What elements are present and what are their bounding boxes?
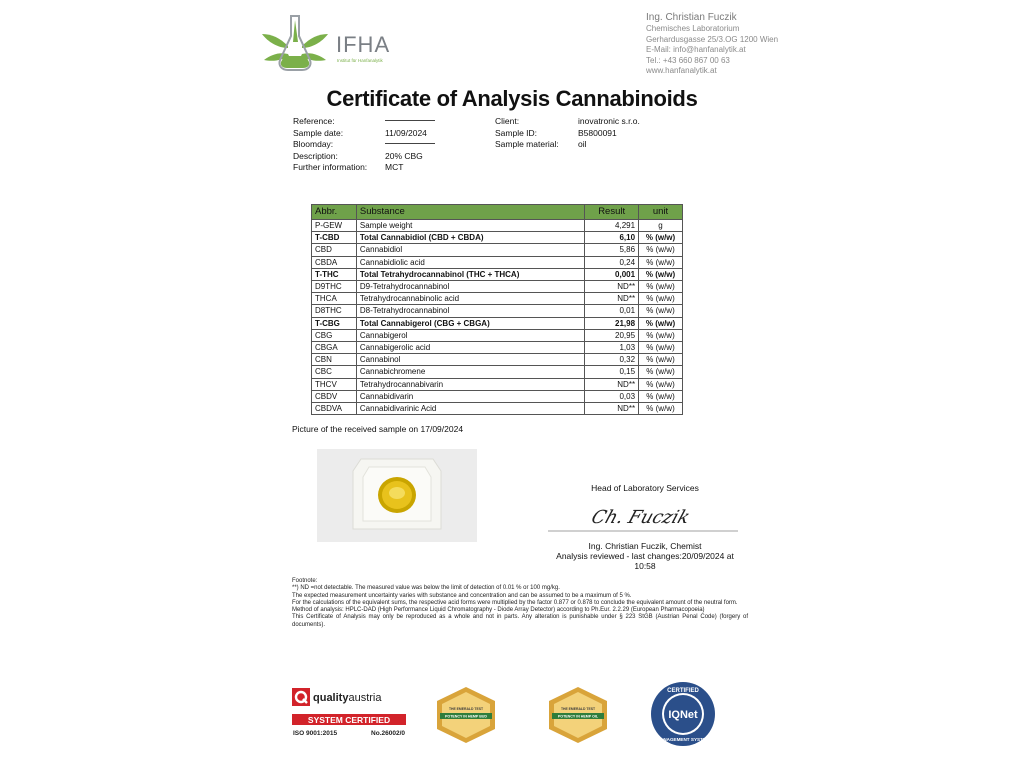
cell-unit: % (w/w) — [639, 232, 683, 244]
cell-result: 4,291 — [585, 220, 639, 232]
client-value: inovatronic s.r.o. — [578, 116, 640, 126]
info-label: Further information: — [293, 162, 368, 172]
cell-result: 0,24 — [585, 256, 639, 268]
cell-abbr: THCA — [312, 293, 357, 305]
cell-unit: % (w/w) — [639, 342, 683, 354]
logo-subtitle: Institut für Hanfanalytik — [337, 58, 383, 63]
cell-abbr: CBDA — [312, 256, 357, 268]
cell-unit: % (w/w) — [639, 366, 683, 378]
qa-brand-bold: quality — [313, 692, 349, 704]
sample-photo — [317, 449, 477, 542]
signature-role: Head of Laboratory Services — [591, 483, 699, 493]
cell-substance: Cannabidivarinic Acid — [356, 403, 584, 415]
cell-unit: % (w/w) — [639, 293, 683, 305]
cell-substance: D8-Tetrahydrocannabinol — [356, 305, 584, 317]
page-title: Certificate of Analysis Cannabinoids — [326, 86, 698, 111]
lab-address — [646, 12, 778, 77]
cell-result: ND** — [585, 293, 639, 305]
sample-date-value: 11/09/2024 — [385, 127, 427, 138]
table-row — [312, 281, 683, 293]
cell-abbr: P-GEW — [312, 220, 357, 232]
lab-line: www.hanfanalytik.at — [646, 66, 717, 75]
cell-unit: % (w/w) — [639, 268, 683, 280]
cell-result: 20,95 — [585, 329, 639, 341]
qa-number: No.26002/0 — [371, 730, 405, 737]
qa-brand-light: austria — [348, 692, 382, 704]
sample-cup-image — [317, 449, 477, 542]
lab-line: Tel.: +43 660 867 00 63 — [646, 55, 730, 65]
footnote-line: **) ND =not detectable. The measured value was below the limit of detection of 0.01 % or 100 mg/kg. — [292, 585, 560, 592]
cell-result: 6,10 — [585, 232, 639, 244]
cell-abbr: T-THC — [312, 268, 357, 280]
table-row — [312, 378, 683, 390]
cell-abbr: THCV — [312, 378, 357, 390]
cell-substance: Cannabidiol — [356, 244, 584, 256]
logo-wordmark: IFHA — [336, 32, 391, 57]
ifha-logo — [258, 12, 408, 74]
table-row — [312, 354, 683, 366]
cell-abbr: D9THC — [312, 281, 357, 293]
cell-unit: % (w/w) — [639, 403, 683, 415]
table-row — [312, 390, 683, 402]
cell-abbr: CBD — [312, 244, 357, 256]
cell-result: 0,01 — [585, 305, 639, 317]
cell-unit: % (w/w) — [639, 390, 683, 402]
cell-unit: % (w/w) — [639, 244, 683, 256]
table-row — [312, 244, 683, 256]
iqnet-badge — [650, 681, 716, 747]
blank-line — [385, 143, 435, 144]
cell-substance: Total Cannabidiol (CBD + CBDA) — [356, 232, 584, 244]
footnote — [292, 578, 748, 629]
cell-result: 0,32 — [585, 354, 639, 366]
lab-name: Ing. Christian Fuczik — [646, 12, 737, 23]
emerald-top-text: THE EMERALD TEST — [448, 707, 484, 711]
info-right-values — [578, 116, 640, 151]
info-label: Sample ID: — [495, 127, 538, 138]
emerald-hexagon-icon — [546, 686, 610, 744]
photo-caption: Picture of the received sample on 17/09/2024 — [292, 424, 464, 434]
table-row — [312, 342, 683, 354]
signature-reviewed: Analysis reviewed - last changes:20/09/2024 at — [556, 551, 734, 561]
footnote-line: For the calculations of the equivalent sums, the respective acid forms were multiplied by the factor 0.877 or 0.878 to conclude the equivalent amount of the neutral form. — [292, 599, 738, 606]
cell-substance: Total Cannabigerol (CBG + CBGA) — [356, 317, 584, 329]
cell-abbr: CBN — [312, 354, 357, 366]
signature-block — [540, 483, 750, 571]
cell-unit: g — [639, 220, 683, 232]
sample-id-value: B5800091 — [578, 127, 617, 138]
cannabis-flask-icon — [258, 12, 408, 74]
cell-result: ND** — [585, 378, 639, 390]
emerald-hexagon-icon — [434, 686, 498, 744]
iqnet-bottom-text: MANAGEMENT SYSTEM — [656, 737, 710, 742]
cell-unit: % (w/w) — [639, 281, 683, 293]
cell-substance: Tetrahydrocannabivarin — [356, 378, 584, 390]
info-label: Sample date: — [293, 127, 344, 138]
cell-result: 5,86 — [585, 244, 639, 256]
cell-abbr: CBDVA — [312, 403, 357, 415]
cell-substance: Cannabidivarin — [356, 390, 584, 402]
cell-result: 0,03 — [585, 390, 639, 402]
info-label: Bloomday: — [293, 139, 334, 149]
cell-unit: % (w/w) — [639, 256, 683, 268]
signature-time: 10:58 — [634, 561, 656, 571]
lab-line: Chemisches Laboratorium — [646, 24, 740, 33]
iqnet-name: IQNet — [668, 709, 698, 721]
bloomday-value — [385, 139, 435, 151]
cell-unit: % (w/w) — [639, 305, 683, 317]
emerald-mid-text: POTENCY IN HEMP BUD — [445, 714, 487, 719]
results-table — [311, 204, 683, 415]
info-left-labels — [293, 116, 367, 174]
cell-substance: Cannabinol — [356, 354, 584, 366]
col-header-result: Result — [585, 205, 639, 220]
reference-value — [385, 116, 435, 128]
footnote-line: The expected measurement uncertainty varies with substance and concentration and can be assumed to be a maximum of 5 %. — [292, 592, 632, 599]
footnote-heading: Footnote: — [292, 578, 318, 584]
cell-substance: Cannabichromene — [356, 366, 584, 378]
cell-substance: Tetrahydrocannabinolic acid — [356, 293, 584, 305]
info-right-labels — [495, 116, 559, 151]
cell-abbr: CBGA — [312, 342, 357, 354]
handwritten-signature — [540, 493, 750, 533]
table-row — [312, 220, 683, 232]
emerald-top-text: THE EMERALD TEST — [560, 707, 596, 711]
further-info-value: MCT — [385, 162, 404, 172]
table-header-row — [312, 205, 683, 220]
signature-handwriting: Ch. Fuczik — [588, 507, 693, 528]
lab-line: Gerhardusgasse 25/3.OG 1200 Wien — [646, 34, 779, 44]
cell-substance: Cannabigerolic acid — [356, 342, 584, 354]
table-row — [312, 268, 683, 280]
cell-result: 0,15 — [585, 366, 639, 378]
cell-substance: D9-Tetrahydrocannabinol — [356, 281, 584, 293]
quality-austria-badge — [292, 688, 410, 738]
quality-austria-logo — [292, 688, 410, 738]
table-row — [312, 403, 683, 415]
cell-unit: % (w/w) — [639, 317, 683, 329]
cell-abbr: T-CBG — [312, 317, 357, 329]
cell-result: ND** — [585, 403, 639, 415]
info-left-values — [385, 116, 435, 174]
svg-text:qualityaustria — [313, 692, 382, 704]
qa-iso: ISO 9001:2015 — [293, 730, 338, 737]
cell-abbr: D8THC — [312, 305, 357, 317]
lab-line: E-Mail: info@hanfanalytik.at — [646, 45, 746, 54]
blank-line — [385, 120, 435, 121]
cell-abbr: T-CBD — [312, 232, 357, 244]
description-value: 20% CBG — [385, 150, 423, 161]
cell-substance: Total Tetrahydrocannabinol (THC + THCA) — [356, 268, 584, 280]
cell-result: 21,98 — [585, 317, 639, 329]
cell-abbr: CBC — [312, 366, 357, 378]
table-row — [312, 329, 683, 341]
info-label: Client: — [495, 116, 520, 126]
qa-system-certified: SYSTEM CERTIFIED — [307, 715, 391, 725]
cell-unit: % (w/w) — [639, 378, 683, 390]
info-label: Reference: — [293, 116, 335, 126]
emerald-test-bud-badge — [434, 686, 498, 744]
iqnet-top-text: CERTIFIED — [667, 688, 699, 694]
footnote-line: This Certificate of Analysis may only be reproduced as a whole and not in parts. Any alteration is punishable under § 223 StGB (Austrian Penal Code) (forgery of documents). — [292, 614, 748, 628]
emerald-mid-text: POTENCY IN HEMP OIL — [557, 714, 599, 719]
table-row — [312, 366, 683, 378]
col-header-abbr: Abbr. — [312, 205, 357, 220]
iqnet-seal-icon — [650, 681, 716, 747]
emerald-test-oil-badge — [546, 686, 610, 744]
table-row — [312, 232, 683, 244]
signature-name: Ing. Christian Fuczik, Chemist — [588, 541, 702, 551]
table-row — [312, 256, 683, 268]
cell-result: 1,03 — [585, 342, 639, 354]
cell-unit: % (w/w) — [639, 354, 683, 366]
footnote-line: Method of analysis: HPLC-DAD (High Performance Liquid Chromatography - Diode Array Detector) according to Ph.Eur. 2.2.29 (European Pharmacopoeia) — [292, 607, 705, 614]
table-row — [312, 317, 683, 329]
cell-substance: Cannabidiolic acid — [356, 256, 584, 268]
info-label: Description: — [293, 150, 338, 161]
col-header-unit: unit — [639, 205, 683, 220]
cell-substance: Sample weight — [356, 220, 584, 232]
cell-abbr: CBG — [312, 329, 357, 341]
cell-result: 0,001 — [585, 268, 639, 280]
col-header-substance: Substance — [356, 205, 584, 220]
cell-result: ND** — [585, 281, 639, 293]
cell-substance: Cannabigerol — [356, 329, 584, 341]
info-label: Sample material: — [495, 139, 559, 149]
cell-abbr: CBDV — [312, 390, 357, 402]
cell-unit: % (w/w) — [639, 329, 683, 341]
sample-material-value: oil — [578, 139, 587, 149]
table-row — [312, 305, 683, 317]
table-row — [312, 293, 683, 305]
